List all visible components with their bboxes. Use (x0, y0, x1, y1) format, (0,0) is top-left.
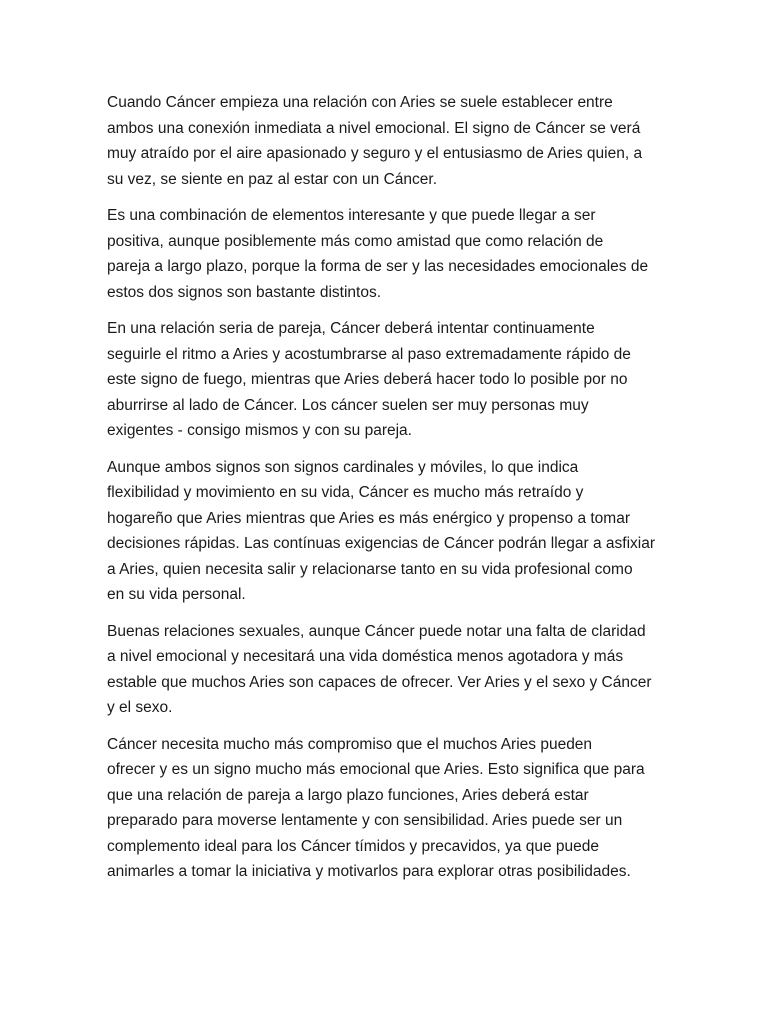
text-line: Buenas relaciones sexuales, aunque Cáncer puede notar una falta de claridad (107, 622, 646, 640)
text-line: complemento ideal para los Cáncer tímidos y precavidos, ya que puede (107, 837, 599, 855)
paragraph-3 (107, 316, 677, 444)
text-line: estos dos signos son bastante distintos. (107, 283, 381, 301)
text-line: flexibilidad y movimiento en su vida, Cáncer es mucho más retraído y (107, 484, 584, 501)
text-line: estable que muchos Aries son capaces de ofrecer. Ver Aries y el sexo y Cáncer (107, 673, 652, 691)
text-line: muy atraído por el aire apasionado y seguro y el entusiasmo de Aries quien, a (107, 145, 643, 162)
text-line: Cuando Cáncer empieza una relación con Aries se suele establecer entre (107, 94, 613, 111)
text-line: ambos una conexión inmediata a nivel emocional. El signo de Cáncer se verá (107, 119, 641, 137)
text-line: preparado para moverse lentamente y con sensibilidad. Aries puede ser un (107, 812, 623, 829)
text-line: pareja a largo plazo, porque la forma de ser y las necesidades emocionales de (107, 258, 649, 275)
paragraph-6 (107, 732, 677, 885)
text-line: este signo de fuego, mientras que Aries deberá hacer todo lo posible por no (107, 371, 628, 388)
text-line: a nivel emocional y necesitará una vida doméstica menos agotadora y más (107, 648, 624, 665)
text-line: y el sexo. (107, 699, 173, 716)
text-line: que una relación de pareja a largo plazo funciones, Aries deberá estar (107, 786, 589, 804)
text-line: En una relación seria de pareja, Cáncer deberá intentar continuamente (107, 320, 595, 337)
text-line: Es una combinación de elementos interesante y que puede llegar a ser (107, 207, 596, 224)
text-line: ofrecer y es un signo mucho más emocional que Aries. Esto significa que para (107, 761, 645, 778)
text-line: animarles a tomar la iniciativa y motivarlos para explorar otras posibilidades. (107, 863, 631, 880)
text-line: aburrirse al lado de Cáncer. Los cáncer suelen ser muy personas muy (107, 396, 589, 414)
document-body (107, 90, 677, 896)
text-line: en su vida personal. (107, 586, 246, 603)
text-line: exigentes - consigo mismos y con su pareja. (107, 422, 412, 439)
paragraph-4 (107, 455, 677, 608)
text-line: positiva, aunque posiblemente más como amistad que como relación de (107, 232, 604, 250)
text-line: seguirle el ritmo a Aries y acostumbrarse al paso extremadamente rápido de (107, 345, 631, 363)
text-line: a Aries, quien necesita salir y relacionarse tanto en su vida profesional como (107, 560, 633, 578)
paragraph-2 (107, 203, 677, 305)
text-line: su vez, se siente en paz al estar con un Cáncer. (107, 170, 437, 188)
text-line: Aunque ambos signos son signos cardinales y móviles, lo que indica (107, 458, 579, 476)
paragraph-5 (107, 619, 677, 721)
text-line: hogareño que Aries mientras que Aries es más enérgico y propenso a tomar (107, 509, 630, 527)
paragraph-1 (107, 90, 677, 192)
text-line: decisiones rápidas. Las contínuas exigencias de Cáncer podrán llegar a asfixiar (107, 535, 655, 552)
text-line: Cáncer necesita mucho más compromiso que el muchos Aries pueden (107, 735, 593, 753)
